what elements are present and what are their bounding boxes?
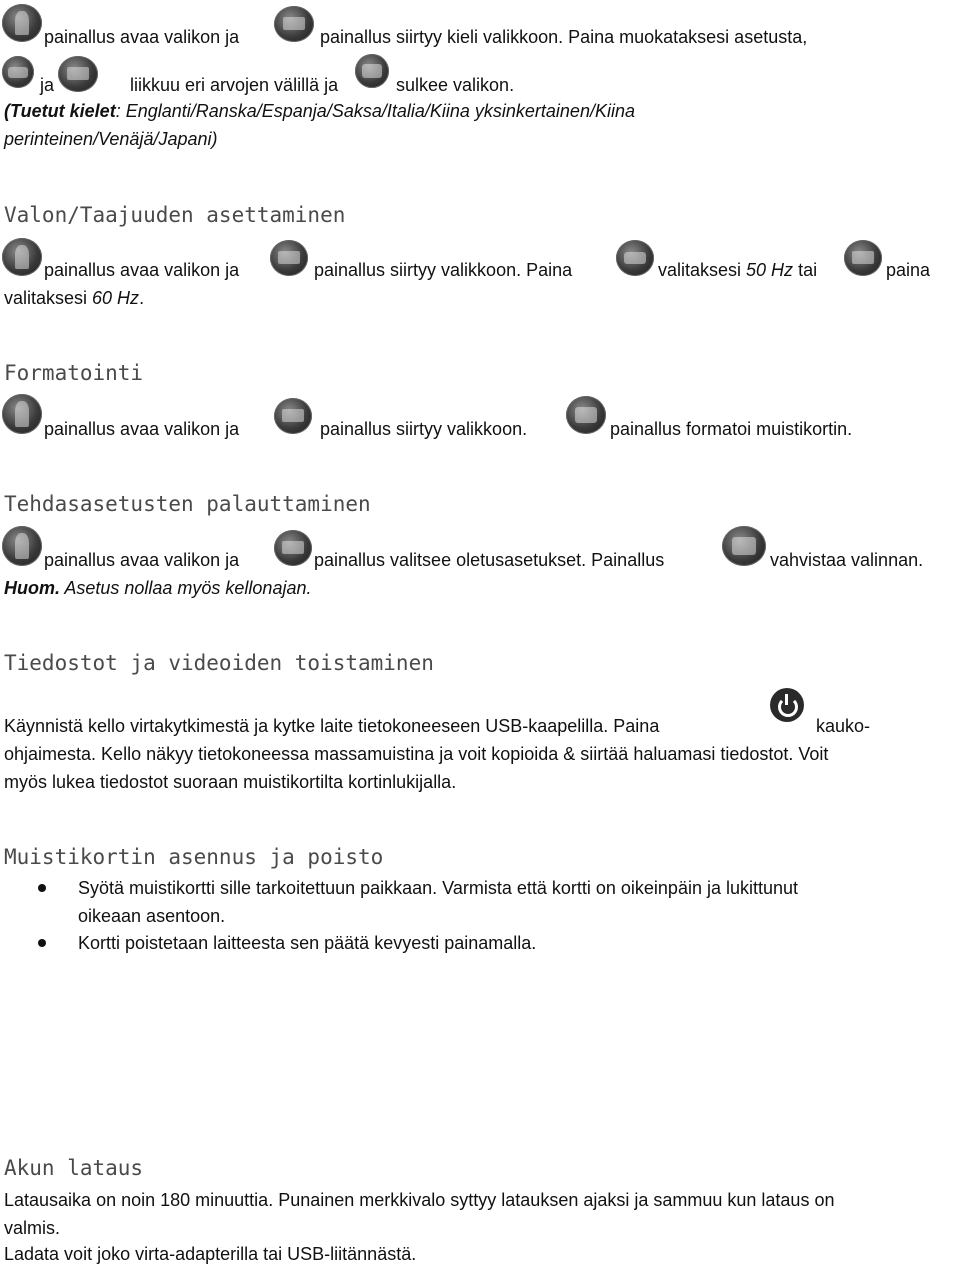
light-text: [4, 287, 144, 309]
ok-button-icon: [566, 396, 606, 434]
intro-text: liikkuu eri arvojen välillä ja: [130, 75, 339, 95]
reset-text: painallus avaa valikon ja: [44, 550, 240, 570]
section-heading: Tehdasasetusten palauttaminen: [4, 492, 371, 516]
files-text: myös lukea tiedostot suoraan muistikortilta kortinlukijalla.: [4, 772, 457, 792]
light-text: painallus avaa valikon ja: [44, 260, 240, 280]
card-bullet-text: Kortti poistetaan laitteesta sen päätä kevyesti painamalla.: [78, 933, 537, 953]
intro-text: ja: [40, 75, 55, 95]
mode-button-icon: [58, 56, 98, 92]
light-text: valitaksesi: [4, 288, 93, 308]
up-button-icon: [616, 240, 654, 276]
reset-text: painallus valitsee oletusasetukset. Painallus: [314, 550, 665, 570]
light-text: paina: [886, 260, 931, 280]
light-text: [658, 259, 817, 281]
battery-text: valmis.: [4, 1218, 61, 1238]
mode-button-icon: [274, 530, 312, 566]
up-button-icon: [2, 56, 34, 88]
ok-button-icon: [722, 526, 766, 566]
intro-text: [4, 100, 635, 122]
frequency-60: 60 Hz: [92, 288, 140, 308]
section-heading: Akun lataus: [4, 1156, 144, 1180]
card-bullet-text: Syötä muistikortti sille tarkoitettuun paikkaan. Varmista että kortti on oikeinpäin ja lukittunut: [78, 878, 799, 898]
mode-button-icon: [270, 240, 308, 276]
reset-note: [4, 577, 311, 599]
intro-text: painallus avaa valikon ja: [44, 27, 240, 47]
menu-button-icon: [2, 526, 42, 566]
format-text: painallus formatoi muistikortin.: [610, 419, 853, 439]
intro-text: sulkee valikon.: [396, 75, 515, 95]
files-text: Käynnistä kello virtakytkimestä ja kytke laite tietokoneeseen USB-kaapelilla. Paina: [4, 716, 660, 736]
battery-text: Ladata voit joko virta-adapterilla tai USB-liitännästä.: [4, 1244, 417, 1264]
mode-button-icon: [844, 240, 882, 276]
power-button-icon: [770, 688, 804, 722]
files-text: kauko-: [816, 716, 871, 736]
light-text: tai: [793, 260, 818, 280]
light-text: .: [139, 288, 145, 308]
intro-text: perinteinen/Venäjä/Japani): [4, 129, 218, 149]
supported-list: : Englanti/Ranska/Espanja/Saksa/Italia/Kiina yksinkertainen/Kiina: [115, 101, 635, 121]
mode-button-icon: [274, 6, 314, 42]
frequency-50: 50 Hz: [746, 260, 794, 280]
menu-button-icon: [2, 4, 42, 42]
reset-text: vahvistaa valinnan.: [770, 550, 924, 570]
format-text: painallus siirtyy valikkoon.: [320, 419, 528, 439]
menu-button-icon: [2, 394, 42, 434]
note-label: Huom.: [4, 578, 60, 598]
section-heading: Valon/Taajuuden asettaminen: [4, 203, 346, 227]
section-heading: Tiedostot ja videoiden toistaminen: [4, 651, 434, 675]
intro-text: painallus siirtyy kieli valikkoon. Paina muokataksesi asetusta,: [320, 27, 808, 47]
files-text: ohjaimesta. Kello näkyy tietokoneessa massamuistina ja voit kopioida & siirtää haluamasi tiedostot. Voit: [4, 744, 829, 764]
mode-button-icon: [274, 398, 312, 434]
battery-text: Latausaika on noin 180 minuuttia. Punainen merkkivalo syttyy latauksen ajaksi ja sammuu kun lataus on: [4, 1190, 835, 1210]
light-text: valitaksesi: [658, 260, 747, 280]
ok-button-icon: [355, 54, 389, 88]
note-text: Asetus nollaa myös kellonajan.: [60, 578, 312, 598]
bullet-icon: [38, 884, 46, 892]
light-text: painallus siirtyy valikkoon. Paina: [314, 260, 573, 280]
format-text: painallus avaa valikon ja: [44, 419, 240, 439]
menu-button-icon: [2, 238, 42, 276]
bullet-icon: [38, 939, 46, 947]
supported-label: (Tuetut kielet: [4, 101, 116, 121]
card-bullet-text: oikeaan asentoon.: [78, 906, 226, 926]
section-heading: Muistikortin asennus ja poisto: [4, 845, 384, 869]
section-heading: Formatointi: [4, 361, 144, 385]
